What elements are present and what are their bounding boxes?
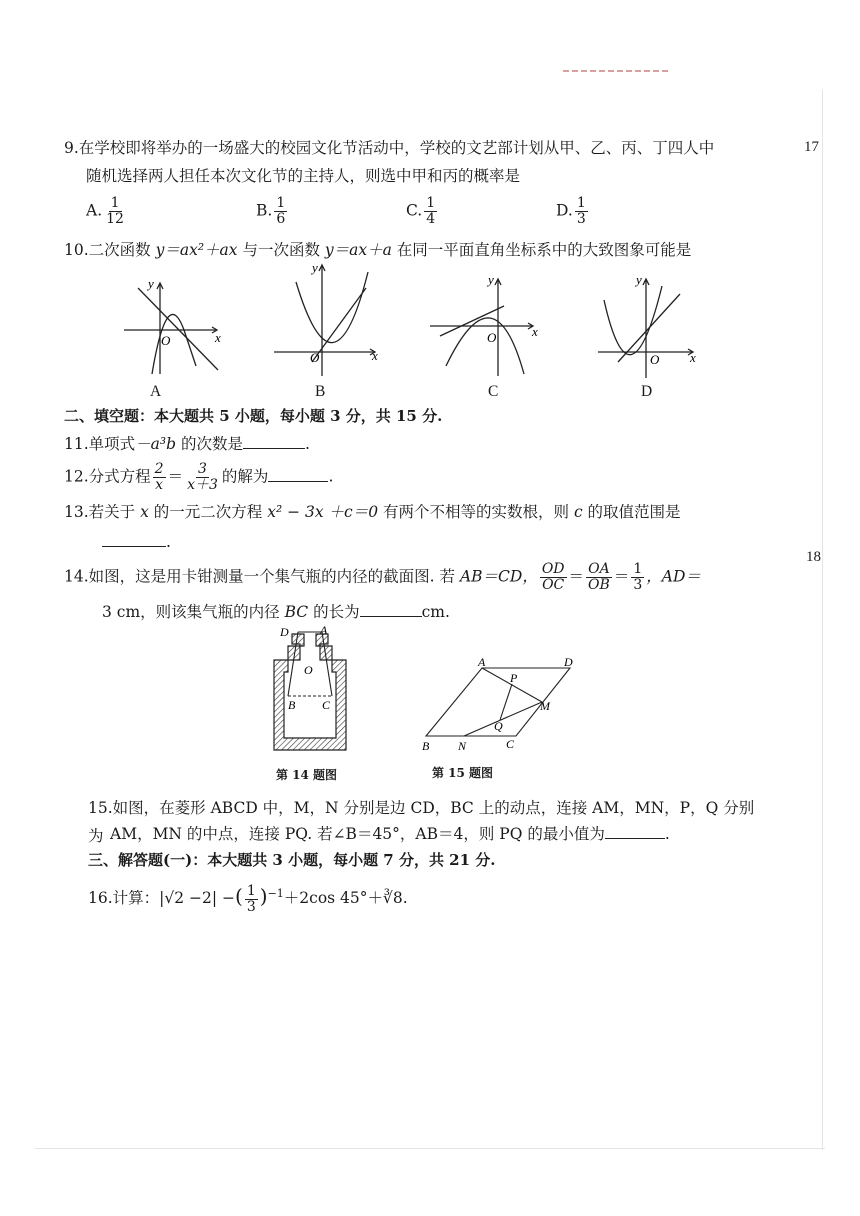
parabola (152, 314, 196, 374)
question-number: 16. (88, 889, 113, 908)
x-label: x (215, 330, 221, 345)
numerator: 2 (154, 461, 164, 477)
numerator: OA (588, 561, 610, 577)
y-label: y (148, 276, 154, 291)
fraction (540, 562, 567, 593)
numerator: OD (541, 561, 565, 577)
label-q: Q (494, 719, 503, 733)
y-label: y (312, 260, 318, 275)
graph-d (596, 266, 706, 382)
question-text: 与一次函数 (237, 241, 325, 259)
label-p: P (510, 671, 518, 685)
question-number: 14. (64, 567, 89, 586)
figure-14 (262, 622, 372, 756)
numerator: 1 (110, 195, 120, 211)
graph-a (118, 262, 238, 382)
equation: y＝ax＋a (324, 241, 392, 259)
question-number: 9. (64, 139, 79, 157)
denominator: 3 (633, 577, 643, 593)
question-11 (64, 430, 310, 458)
variable: x (140, 503, 149, 521)
segment-mn (464, 702, 542, 736)
label-a: A (478, 656, 486, 669)
line (138, 288, 218, 370)
punctuation: . (328, 467, 334, 486)
denominator: 6 (276, 211, 286, 227)
fraction (424, 196, 437, 227)
denominator: 4 (426, 211, 436, 227)
label-a: A (320, 623, 328, 637)
answer-blank[interactable] (268, 465, 328, 482)
question-15-line-2 (110, 820, 670, 848)
question-text: 分式方程 (88, 467, 151, 486)
option-label: B. (256, 201, 273, 220)
line (312, 288, 366, 362)
question-number: 15. (88, 799, 113, 817)
question-text: 的次数是 (176, 435, 243, 453)
numerator: 1 (426, 195, 436, 211)
section-2-heading: 二、填空题：本大题共 5 小题，每小题 3 分，共 15 分. (64, 407, 443, 425)
denominator: x＋3 (187, 477, 218, 493)
question-number: 12. (64, 467, 89, 486)
question-text: 的取值范围是 (582, 503, 681, 521)
fraction (586, 562, 612, 593)
margin-number-18: 18 (806, 549, 821, 565)
q9-option-a (86, 196, 128, 227)
section-3-heading: 三、解答题(一)：本大题共 3 小题，每小题 7 分，共 21 分. (88, 851, 496, 869)
label-b: B (288, 698, 296, 712)
question-text: 若关于 (88, 503, 141, 521)
figure-14-caption: 第 14 题图 (276, 768, 338, 782)
fraction (631, 562, 644, 593)
fraction (104, 196, 126, 227)
question-text: 如图，在菱形 ABCD 中，M，N 分别是边 CD，BC 上的动点，连接 AM，MN，P，Q 分别为 (88, 799, 755, 845)
segment: BC (284, 603, 309, 621)
unit: cm. (421, 603, 450, 621)
label-c: C (506, 737, 515, 751)
question-text: 随机选择两人担任本次文化节的主持人，则选中甲和丙的概率是 (86, 167, 521, 185)
fraction (185, 462, 220, 493)
variable: c (573, 503, 583, 521)
question-number: 11. (64, 435, 89, 453)
graph-c (428, 266, 548, 382)
label-n: N (458, 739, 467, 753)
equation: x² − 3x ＋c＝0 (267, 503, 379, 521)
numerator: 1 (633, 561, 643, 577)
expression: －a³b (135, 435, 177, 453)
figure-15 (418, 656, 588, 756)
q9-option-d (556, 196, 590, 227)
punctuation: . (166, 533, 171, 551)
question-text: 单项式 (88, 435, 136, 453)
question-13 (64, 498, 764, 526)
denominator: 12 (106, 211, 124, 227)
q9-option-b (256, 196, 289, 227)
denominator: x (155, 477, 164, 493)
label-d: D (280, 625, 289, 639)
question-text: 计算：|√2 −2| − (112, 889, 236, 908)
numerator: 1 (576, 195, 586, 211)
question-12 (64, 462, 333, 493)
origin-label: O (487, 330, 497, 345)
numerator: 3 (198, 461, 207, 477)
punctuation: . (305, 435, 310, 453)
option-label: C. (406, 201, 423, 220)
graph-label-c: C (488, 383, 499, 400)
answer-blank[interactable] (102, 530, 166, 547)
equals: ＝ (167, 467, 184, 486)
numerator: 1 (276, 195, 286, 211)
punctuation: . (664, 825, 670, 843)
page-edge-bottom (35, 1148, 825, 1149)
q9-option-c (406, 196, 439, 227)
fraction (575, 196, 588, 227)
question-16: 16.计算：|√2 −2| −( $\frac{1}{3}$ )$^{-1}$＋2cos 45°＋∛8. (88, 882, 408, 915)
graph-label-a: A (150, 383, 162, 400)
exponent: −1 (267, 887, 284, 900)
label-b: B (422, 739, 430, 753)
answer-blank[interactable] (605, 822, 665, 839)
segment-pq (500, 684, 512, 720)
graph-label-d: D (641, 383, 653, 400)
label-d: D (564, 656, 573, 669)
question-text: 二次函数 (88, 241, 156, 259)
label-o: O (304, 663, 313, 677)
parabola (604, 286, 662, 355)
answer-blank[interactable] (360, 600, 422, 617)
question-text: 的解为 (221, 467, 269, 486)
y-label: y (636, 272, 642, 287)
fraction (245, 884, 258, 915)
condition: AB＝CD， (459, 567, 538, 586)
fraction (153, 462, 166, 493)
option-label: D. (556, 201, 573, 220)
y-label: y (488, 272, 494, 287)
margin-number-17: 17 (804, 139, 819, 155)
label-c: C (322, 698, 331, 712)
denominator: OB (588, 577, 610, 593)
question-10 (64, 236, 784, 264)
graph-label-b: B (315, 383, 326, 400)
parabola (296, 272, 368, 343)
bottle-wall (274, 634, 346, 750)
question-14: 14.如图，这是用卡钳测量一个集气瓶的内径的截面图. 若 AB＝CD， $\frac{OD}{OC}$ ＝ $\frac{OA}{OB}$ ＝ $\frac{1}{3}$ ，AD＝ (64, 561, 701, 593)
answer-blank[interactable] (243, 432, 305, 449)
question-13-blank-line (102, 528, 171, 556)
condition: ，AD＝ (646, 567, 701, 586)
header-mark (563, 70, 671, 72)
equation: y＝ax²＋ax (155, 241, 238, 259)
page-edge-right (822, 90, 823, 1150)
question-text: AM，MN 的中点，连接 PQ. 若∠B＝45°，AB＝4，则 PQ 的最小值为 (110, 825, 605, 843)
question-text: 有两个不相等的实数根，则 (378, 503, 574, 521)
question-text: 3 cm，则该集气瓶的内径 (102, 603, 285, 621)
denominator: 3 (246, 898, 256, 915)
question-text: 的长为 (308, 603, 360, 621)
question-text: 在同一平面直角坐标系中的大致图象可能是 (391, 241, 692, 259)
figure-15-caption: 第 15 题图 (432, 766, 494, 780)
x-label: x (690, 350, 696, 365)
question-text: 如图，这是用卡钳测量一个集气瓶的内径的截面图. 若 (88, 567, 460, 586)
question-text: 在学校即将举办的一场盛大的校园文化节活动中，学校的文艺部计划从甲、乙、丙、丁四人中 (78, 139, 715, 157)
denominator: OC (542, 577, 565, 593)
option-label: A. (86, 201, 103, 220)
question-text: 的一元二次方程 (148, 503, 268, 521)
denominator: 3 (576, 211, 586, 227)
question-number: 10. (64, 241, 89, 259)
fraction (274, 196, 287, 227)
x-label: x (532, 324, 538, 339)
origin-label: O (161, 333, 171, 348)
x-label: x (372, 348, 378, 363)
numerator: 1 (246, 882, 256, 899)
graph-b (268, 258, 388, 382)
label-m: M (540, 699, 550, 713)
origin-label: O (650, 352, 660, 367)
question-9 (64, 134, 764, 190)
origin-label: O (310, 350, 320, 365)
question-text: ＋2cos 45°＋∛8. (283, 889, 408, 908)
question-number: 13. (64, 503, 89, 521)
